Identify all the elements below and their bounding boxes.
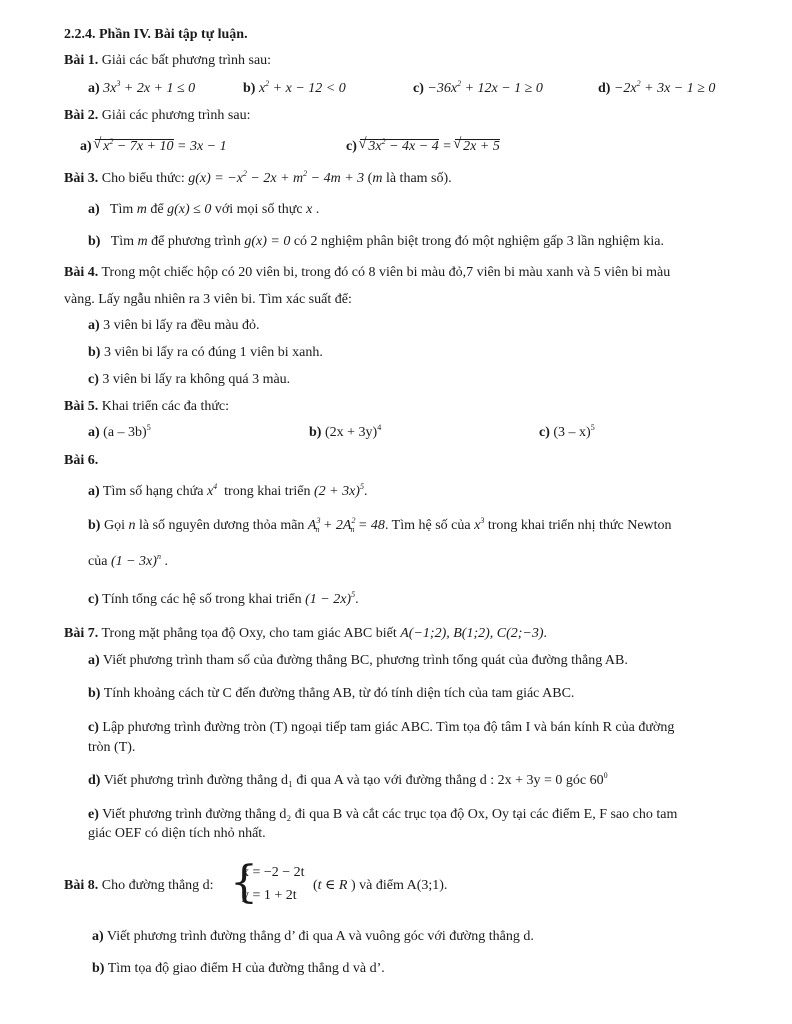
exercise-5-intro: Khai triển các đa thức: (98, 399, 230, 414)
exercise-6b: b) Gọi n là số nguyên dương thỏa mãn $A^3_n + 2A^2_n = 48$. Tìm hệ số của $x^3$ trong khai triển nhị thức Newton (88, 516, 672, 534)
exercise-2a: a) √ $x^2 - 7x + 10 = 3x - 1$ (80, 138, 227, 156)
exercise-7e (88, 806, 677, 824)
exercise-5b: b) $(2x + 3y)^4$ (309, 423, 382, 440)
exercise-7e-line2: giác OEF có diện tích nhỏ nhất. (88, 826, 266, 841)
item-label: b) (92, 961, 105, 976)
item-label: c) (346, 139, 357, 154)
text: (3 – x) (549, 425, 591, 440)
text: Tính khoảng cách từ C đến đường thẳng AB, từ đó tính diện tích của tam giác ABC. (100, 686, 575, 701)
item-label: a) (88, 653, 100, 668)
item-label: b) (243, 81, 256, 96)
item-label: a) (88, 484, 100, 499)
text: Viết phương trình đường thẳng d₁ đi qua A và tạo với đường thẳng d : 2x + 3y = 0 góc 60 (100, 773, 604, 788)
item-label: b) (88, 234, 101, 249)
exercise-7b (88, 685, 574, 703)
exercise-1-title (64, 52, 271, 70)
exercise-4b (88, 344, 323, 362)
text: Lập phương trình đường tròn (T) ngoại tiếp tam giác ABC. Tìm tọa độ tâm I và bán kính R của đường (98, 720, 675, 735)
item-label: a) (88, 81, 100, 96)
text: Viết phương trình đường thẳng d₂ đi qua B và cắt các trục tọa độ Ox, Oy tại các điểm E, F sao cho tam (98, 807, 678, 822)
exercise-6a: a) Tìm số hạng chứa $x^4$ trong khai triển $(2 + 3x)^5$. (88, 482, 368, 499)
exercise-3a: a) Tìm m để g(x) ≤ 0 với mọi số thực x . (88, 202, 320, 217)
item-label: c) (88, 720, 99, 735)
section-heading: 2.2.4. Phần IV. Bài tập tự luận. (64, 27, 248, 42)
exercise-4-line1: Trong một chiếc hộp có 20 viên bi, trong đó có 8 viên bi màu đỏ,7 viên bi màu xanh và 5 viên bi màu (98, 265, 671, 280)
text: 3 viên bi lấy ra đều màu đỏ. (99, 318, 260, 333)
item-label: a) (88, 425, 100, 440)
item-label: b) (88, 518, 101, 533)
text: của (88, 554, 108, 569)
item-label: c) (413, 81, 424, 96)
exercise-2-label: Bài 2. (64, 108, 99, 123)
exercise-7c (88, 719, 674, 737)
text: Viết phương trình tham số của đường thẳng BC, phương trình tổng quát của đường thẳng AB. (99, 653, 628, 668)
item-label: e) (88, 807, 99, 822)
exercise-1-intro: Giải các bất phương trình sau: (98, 53, 272, 68)
text: Tìm (110, 234, 135, 249)
exercise-3-label: Bài 3. (64, 171, 99, 186)
text: . Tìm hệ số của (384, 518, 471, 533)
item-label: b) (88, 345, 101, 360)
exercise-7c-line2: tròn (T). (88, 740, 136, 755)
item-label: a) (92, 929, 104, 944)
item-label: b) (88, 686, 101, 701)
item-label: a) (80, 139, 92, 154)
exercise-7-label: Bài 7. (64, 626, 99, 641)
exercise-2c: c) √ $3x^2 - 4x - 4$ = √ 2x + 5 (346, 138, 500, 156)
text: 3 viên bi lấy ra không quá 3 màu. (98, 372, 291, 387)
item-label: d) (598, 81, 611, 96)
exercise-1c: $c) -36x^2 + 12x - 1 \ge 0$ (413, 79, 543, 96)
text: Tìm số hạng chứa (99, 484, 204, 499)
text: với mọi số thực (214, 202, 303, 217)
item-label: c) (88, 592, 99, 607)
exercise-3-intro: Cho biểu thức: (98, 171, 189, 186)
exercise-4-title (64, 264, 670, 282)
text: ) và điểm A(3;1). (350, 878, 448, 893)
exercise-5a: a) (a – 3b)$^5$ (88, 423, 151, 440)
text: Viết phương trình đường thẳng d’ đi qua A và vuông góc với đường thẳng d. (103, 929, 534, 944)
item-label: b) (309, 425, 322, 440)
exercise-5-label: Bài 5. (64, 399, 99, 414)
exercise-7-title: Bài 7. Trong mặt phẳng tọa độ Oxy, cho tam giác ABC biết A(−1;2), B(1;2), C(2;−3). (64, 626, 548, 641)
exercise-4c (88, 371, 290, 389)
exercise-8-tail: (t ∈ R ) và điểm A(3;1). (313, 878, 448, 893)
exercise-4-label: Bài 4. (64, 265, 99, 280)
exercise-3-title: Bài 3. Cho biểu thức: $g(x) = -x^2 - 2x + m^2 - 4m + 3$ (m là tham số). (64, 169, 452, 186)
item-label: a) (88, 318, 100, 333)
exercise-3b: b) Tìm m để phương trình g(x) = 0 có 2 nghiệm phân biệt trong đó một nghiệm gấp 3 lần nghiệm kia. (88, 234, 664, 249)
exercise-6-label: Bài 6. (64, 453, 99, 468)
text: là số nguyên dương thỏa mãn (138, 518, 305, 533)
param-eq-y: y = 1 + 2t (242, 888, 297, 903)
text: (2x + 3y) (321, 425, 378, 440)
exercise-6b-line2: của $(1 - 3x)^n$ . (88, 552, 168, 569)
text: có 2 nghiệm phân biệt trong đó một nghiệm gấp 3 lần nghiệm kia. (293, 234, 664, 249)
text: để phương trình (151, 234, 241, 249)
exercise-6c: c) Tính tổng các hệ số trong khai triển $(1 - 2x)^5$. (88, 590, 359, 607)
text: Tìm tọa độ giao điểm H của đường thẳng d và d’. (104, 961, 385, 976)
param-note: là tham số). (385, 171, 452, 186)
exercise-4-line2: vàng. Lấy ngẫu nhiên ra 3 viên bi. Tìm xác suất để: (64, 292, 352, 307)
item-label: d) (88, 773, 101, 788)
text: trong khai triển nhị thức Newton (487, 518, 672, 533)
exercise-1-label: Bài 1. (64, 53, 99, 68)
exercise-7-intro: Trong mặt phẳng tọa độ Oxy, cho tam giác ABC biết (98, 626, 397, 641)
text: trong khai triển (224, 484, 311, 499)
system-brace: { (230, 857, 258, 908)
text: Gọi (100, 518, 125, 533)
text: Tìm (109, 202, 134, 217)
exercise-8-title (64, 877, 214, 895)
exercise-5c: c) (3 – x)$^5$ (539, 423, 595, 440)
exercise-8-intro: Cho đường thẳng d: (98, 878, 214, 893)
text: (a – 3b) (99, 425, 147, 440)
exercise-1b: b) $x^2 + x - 12 < 0$ (243, 79, 346, 96)
exercise-1a: a) $3x^3 + 2x + 1 \le 0$ (88, 79, 196, 96)
exercise-4a (88, 317, 259, 335)
exercise-8b (92, 960, 385, 978)
text: 3 viên bi lấy ra có đúng 1 viên bi xanh. (100, 345, 323, 360)
item-label: c) (539, 425, 550, 440)
text: Tính tổng các hệ số trong khai triển (98, 592, 302, 607)
exercise-1d: $d) -2x^2 + 3x - 1 \ge 0$ (598, 79, 716, 96)
item-label: c) (88, 372, 99, 387)
text: để (150, 202, 164, 217)
exercise-7a (88, 652, 628, 670)
param-eq-x: x = −2 − 2t (242, 865, 305, 880)
exercise-8-label: Bài 8. (64, 878, 99, 893)
item-label: a) (88, 202, 100, 217)
exercise-2-intro: Giải các phương trình sau: (98, 108, 251, 123)
exercise-7d: d) Viết phương trình đường thẳng d₁ đi qua A và tạo với đường thẳng d : 2x + 3y = 0 góc $60^0$ (88, 771, 608, 788)
exercise-8a (92, 928, 534, 946)
exercise-2-title (64, 107, 250, 125)
exercise-5-title (64, 398, 229, 416)
